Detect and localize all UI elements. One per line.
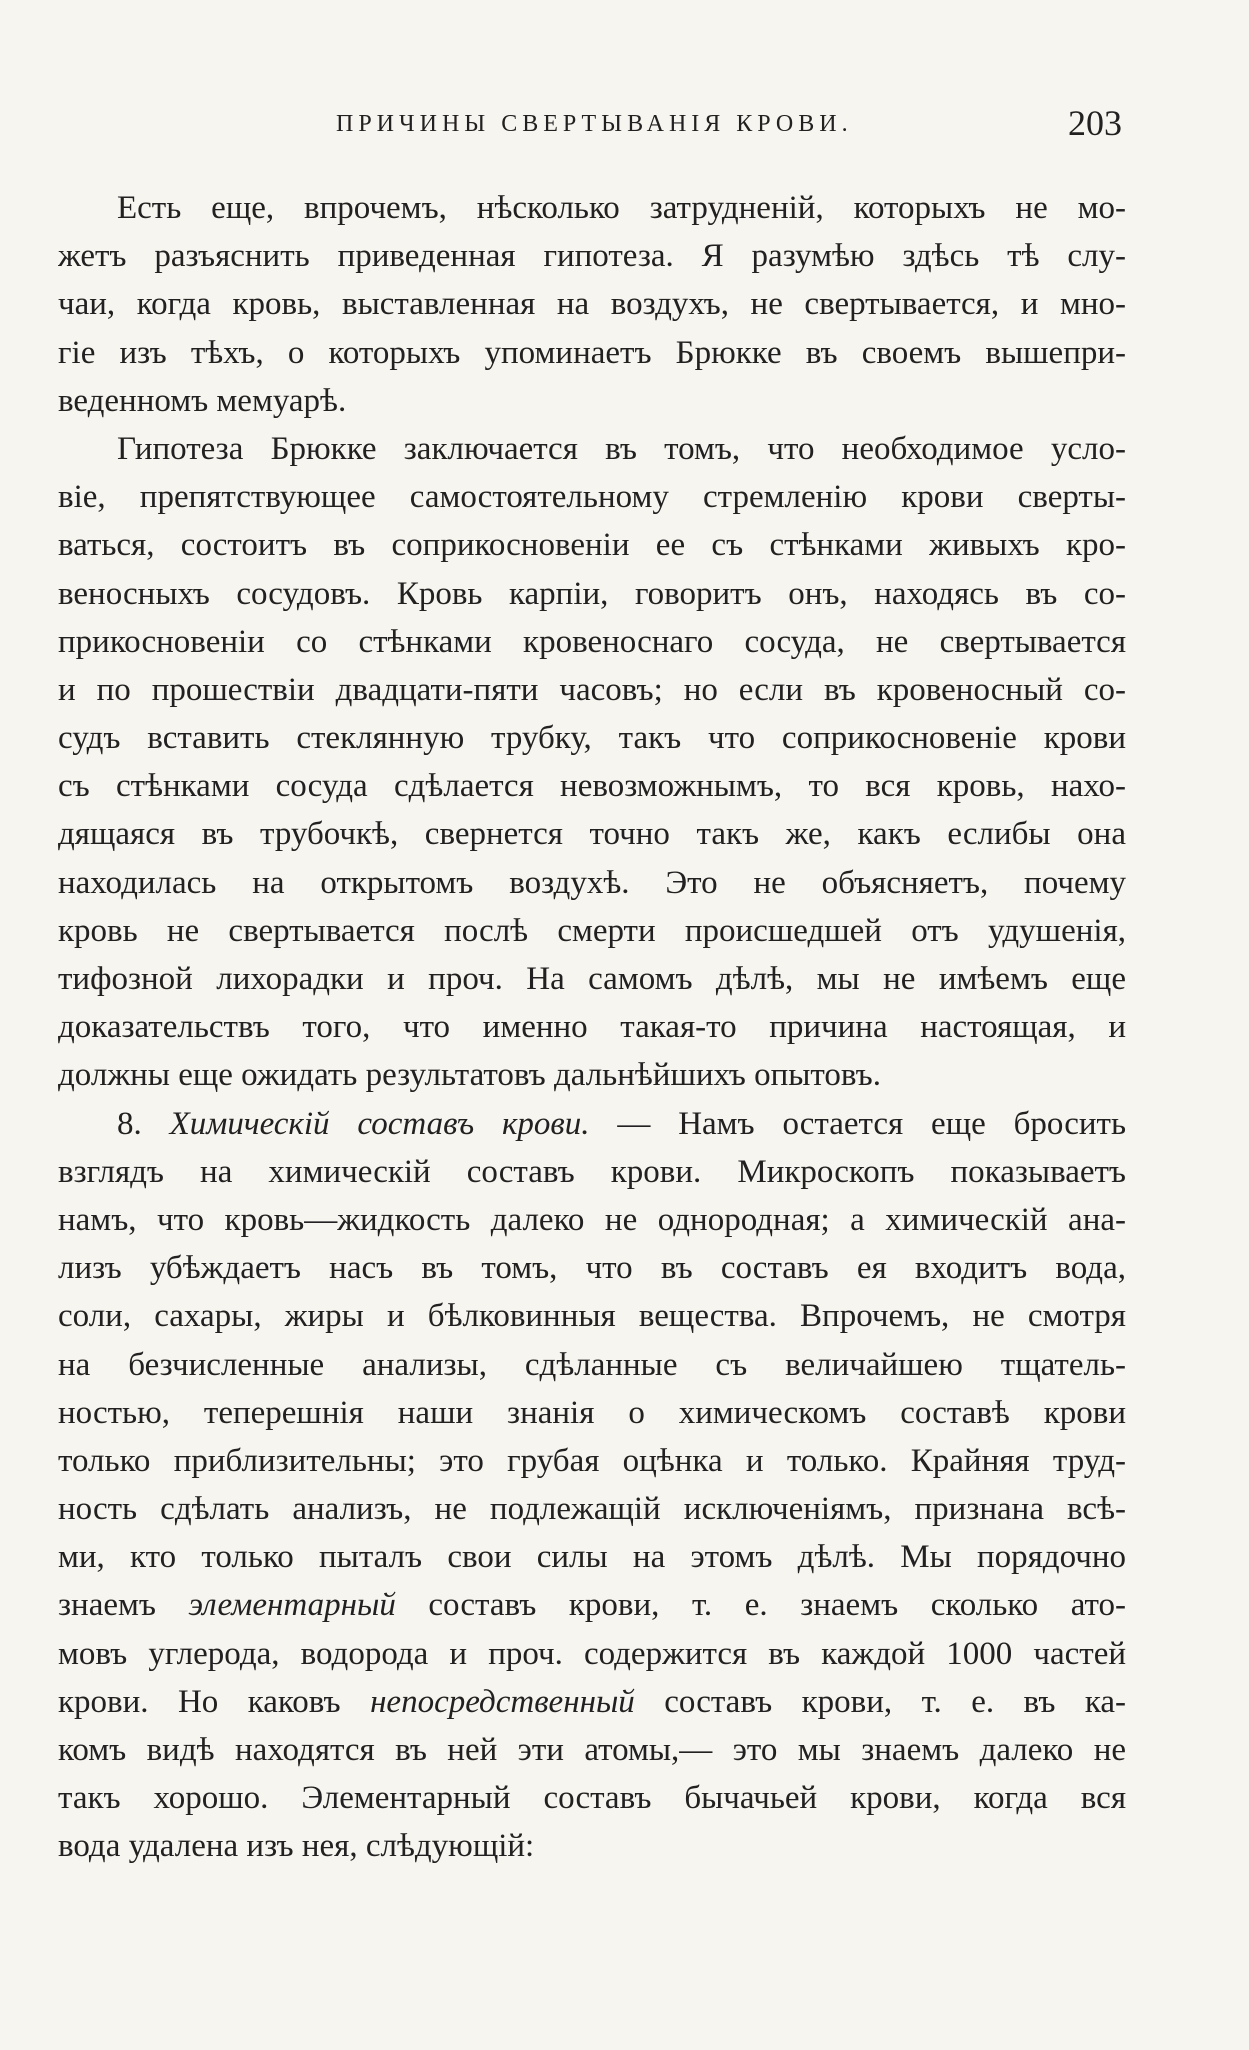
text-line: лизъ убѣждаетъ насъ въ томъ, что въ составъ ея входитъ вода, <box>58 1250 1126 1287</box>
text-line: съ стѣнками сосуда сдѣлается невозможнымъ, то вся кровь, нахо- <box>58 768 1126 805</box>
text-segment: составъ крови, т. е. въ ка- <box>634 1683 1126 1720</box>
text-line: такъ хорошо. Элементарный составъ бычачьей крови, когда вся <box>58 1780 1126 1817</box>
text-line: гіе изъ тѣхъ, о которыхъ упоминаетъ Брюкке въ своемъ вышепри- <box>58 334 1126 371</box>
text-line: кровь не свертывается послѣ смерти происшедшей отъ удушенія, <box>58 912 1126 949</box>
text-line: прикосновеніи со стѣнками кровеноснаго сосуда, не свертывается <box>58 623 1126 660</box>
text-line: жетъ разъяснить приведенная гипотеза. Я разумѣю здѣсь тѣ слу- <box>58 238 1126 275</box>
text-line: мовъ углерода, водорода и проч. содержится въ каждой 1000 частей <box>58 1635 1126 1672</box>
text-line: дящаяся въ трубочкѣ, свернется точно такъ же, какъ еслибы она <box>58 816 1126 853</box>
body-text <box>58 184 1126 1871</box>
text-line: ность сдѣлать анализъ, не подлежащій исключеніямъ, признана всѣ- <box>58 1491 1126 1528</box>
text-line: соли, сахары, жиры и бѣлковинныя вещества. Впрочемъ, не смотря <box>58 1298 1126 1335</box>
text-segment: — Намъ остается еще бросить <box>589 1105 1126 1142</box>
text-line: намъ, что кровь—жидкость далеко не однородная; а химическій ана- <box>58 1201 1126 1238</box>
page-number: 203 <box>1068 103 1122 143</box>
paragraph <box>58 1100 1126 1871</box>
text-line <box>58 1100 1126 1148</box>
text-line: ми, кто только пыталъ свои силы на этомъ дѣлѣ. Мы порядочно <box>58 1539 1126 1576</box>
text-line: ваться, состоитъ въ соприкосновеніи ее съ стѣнками живыхъ кро- <box>58 527 1126 564</box>
text-line: только приблизительны; это грубая оцѣнка и только. Крайняя труд- <box>58 1442 1126 1479</box>
paragraph <box>58 184 1126 425</box>
text-segment: крови. Но каковъ <box>58 1683 371 1720</box>
text-segment: 8. <box>117 1105 170 1142</box>
text-line: веденномъ мемуарѣ. <box>58 382 347 419</box>
text-line: доказательствъ того, что именно такая-то причина настоящая, и <box>58 1009 1126 1046</box>
text-line: вода удалена изъ нея, слѣдующій: <box>58 1828 535 1865</box>
text-line: Есть еще, впрочемъ, нѣсколько затрудненій, которыхъ не мо- <box>117 190 1126 226</box>
text-line: Гипотеза Брюкке заключается въ томъ, что необходимое усло- <box>117 430 1126 467</box>
text-line: тифозной лихорадки и проч. На самомъ дѣлѣ, мы не имѣемъ еще <box>58 961 1126 997</box>
text-line: судъ вставить стеклянную трубку, такъ что соприкосновеніе крови <box>58 720 1126 757</box>
text-line: должны еще ожидать результатовъ дальнѣйшихъ опытовъ. <box>58 1057 881 1094</box>
paragraph <box>58 425 1126 1100</box>
text-line: віе, препятствующее самостоятельному стремленію крови сверты- <box>58 479 1126 516</box>
italic-term: непосредственный <box>370 1683 635 1720</box>
text-line: на безчисленные анализы, сдѣланные съ величайшею тщатель- <box>58 1346 1126 1383</box>
italic-term: элементарный <box>188 1587 396 1624</box>
text-segment: составъ крови, т. е. знаемъ сколько ато- <box>395 1587 1126 1624</box>
text-line: веносныхъ сосудовъ. Кровь карпіи, говоритъ онъ, находясь въ со- <box>58 575 1126 612</box>
section-heading-italic: Химическій составъ крови. <box>169 1105 590 1142</box>
text-line: и по прошествіи двадцати-пяти часовъ; но если въ кровеносный со- <box>58 671 1126 708</box>
text-line <box>58 1581 1126 1629</box>
running-head-title: ПРИЧИНЫ СВЕРТЫВАНІЯ КРОВИ. <box>336 111 853 137</box>
text-segment: знаемъ <box>58 1587 189 1624</box>
text-line <box>58 1678 1126 1726</box>
text-line: ностью, теперешнія наши знанія о химическомъ составѣ крови <box>58 1394 1126 1431</box>
text-line: взглядъ на химическій составъ крови. Микроскопъ показываетъ <box>58 1153 1126 1190</box>
text-line: находилась на открытомъ воздухѣ. Это не объясняетъ, почему <box>58 864 1126 901</box>
text-line: комъ видѣ находятся въ ней эти атомы,— это мы знаемъ далеко не <box>58 1732 1126 1768</box>
text-line: чаи, когда кровь, выставленная на воздухъ, не свертывается, и мно- <box>58 286 1126 323</box>
